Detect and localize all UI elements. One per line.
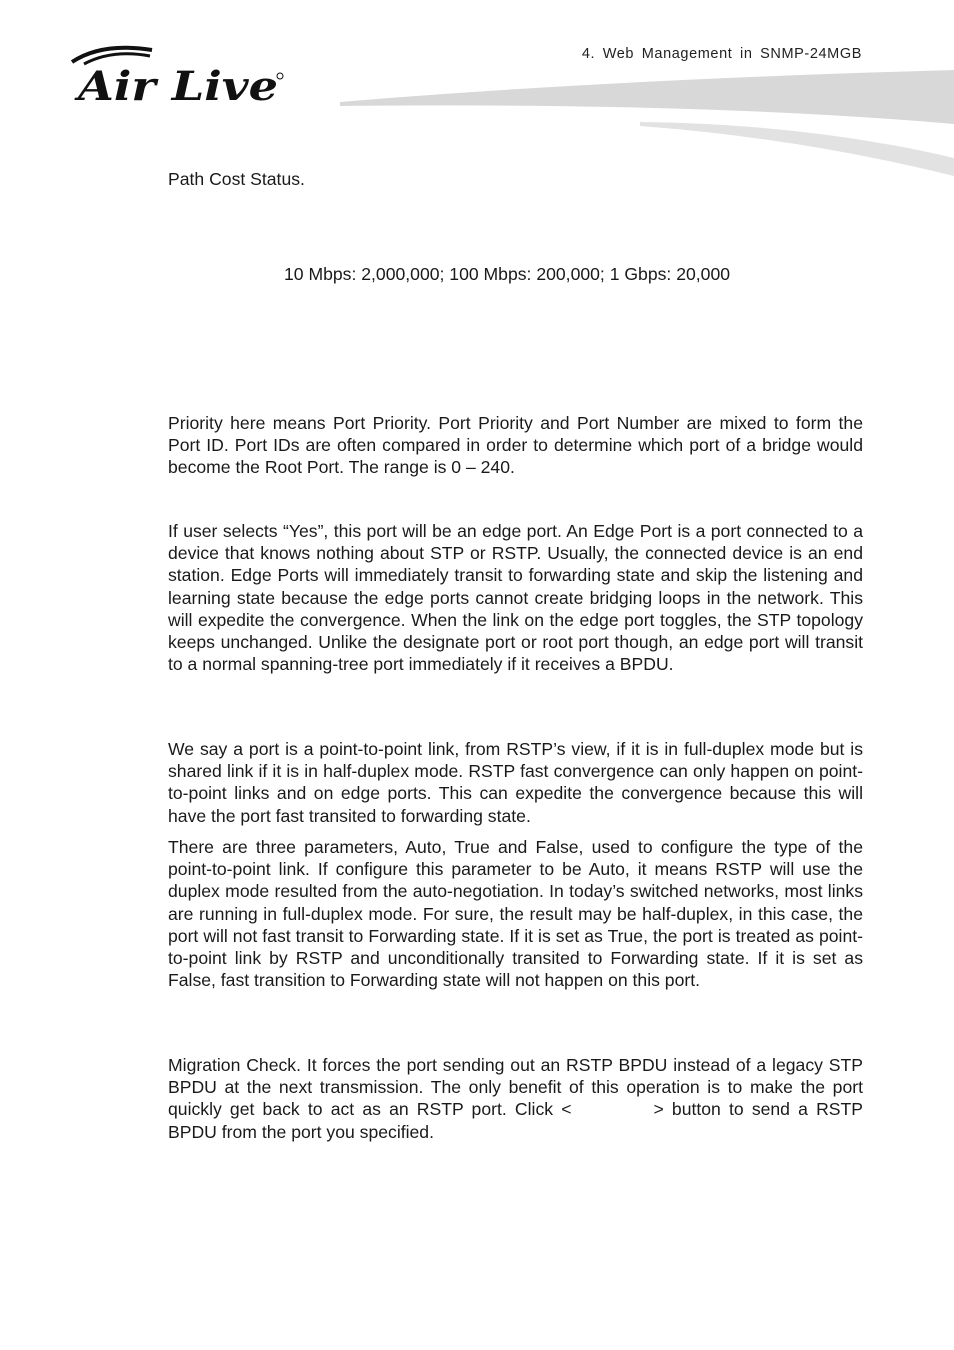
- migration-text-end: > button to send a RSTP BPDU from the port you specified.: [168, 1099, 863, 1142]
- svg-text:Air Live: Air Live: [73, 63, 279, 110]
- priority-paragraph: Priority here means Port Priority. Port Priority and Port Number are mixed to form the Port ID. Port IDs are often compared in order to determine which port of a bridge would become the Root Port. The range is 0 – 240.: [168, 413, 863, 478]
- migration-check-paragraph: [168, 1054, 863, 1143]
- path-cost-intro: Path Cost Status.: [168, 169, 305, 189]
- edge-port-paragraph: If user selects “Yes”, this port will be an edge port. An Edge Port is a port connected to a device that knows nothing about STP or RSTP. Usually, the connected device is an end station. Edge Ports will immediately transit to forwarding state and skip the listening and learning state because the edge ports cannot create bridging loops in the network. This will expedite the convergence. When the link on the edge port toggles, the STP topology keeps unchanged. Unlike the designate port or root port though, an edge port will transit to a normal spanning-tree port immediately if it receives a BPDU.: [168, 521, 863, 675]
- path-cost-values: 10 Mbps: 2,000,000; 100 Mbps: 200,000; 1 Gbps: 20,000: [283, 264, 731, 284]
- point-to-point-paragraph: We say a port is a point-to-point link, from RSTP’s view, if it is in full-duplex mode but is shared link if it is in half-duplex mode. RSTP fast convergence can only happen on point-to-point links and on edge ports. This can expedite the convergence because this will have the port fast transited to forwarding state.: [168, 739, 863, 826]
- airlive-logo: [62, 40, 292, 110]
- point-to-point-parameters-paragraph: There are three parameters, Auto, True and False, used to configure the type of the point-to-point link. If configure this parameter to be Auto, it means RSTP will use the duplex mode resulted from the auto-negotiation. In today’s switched networks, most links are running in full-duplex mode. For sure, the result may be half-duplex, in this case, the port will not fast transit to Forwarding state. If it is set as True, the port is treated as point-to-point link by RSTP and unconditionally transited to Forwarding state. If it is set as False, fast transition to Forwarding state will not happen on this port.: [168, 837, 863, 991]
- migration-text-start: Migration Check. It forces the port sending out an RSTP BPDU instead of a legacy STP BPDU at the next transmission. The only benefit of this operation is to make the port quickly get back to act as an RSTP port. Click <: [168, 1055, 863, 1120]
- header-swoosh: [340, 62, 954, 178]
- chapter-header: 4. Web Management in SNMP-24MGB: [581, 46, 862, 62]
